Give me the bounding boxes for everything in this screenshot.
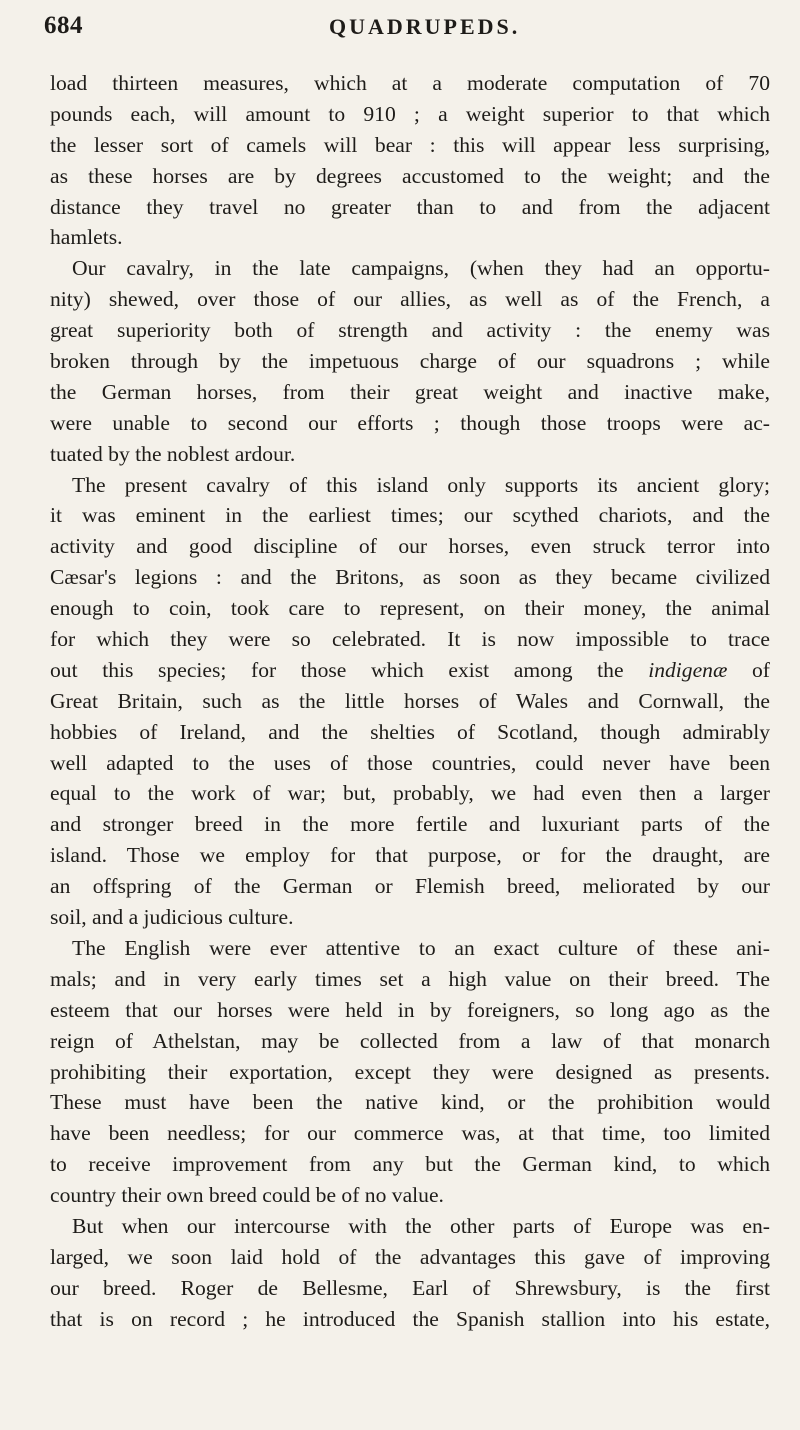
text-line: great superiority both of strength and activity : the enemy was bbox=[50, 318, 770, 343]
text-line: load thirteen measures, which at a moderate computation of 70 bbox=[50, 71, 770, 95]
text-line: enough to coin, took care to represent, on their money, the animal bbox=[50, 596, 770, 621]
text-line: tuated by the noblest ardour. bbox=[50, 441, 296, 466]
text-line: country their own breed could be of no value. bbox=[50, 1183, 444, 1208]
text-segment: out this species; for those which exist among the bbox=[50, 657, 624, 682]
text-line: the German horses, from their great weight and inactive make, bbox=[50, 379, 770, 404]
text-line: reign of Athelstan, may be collected from a law of that monarch bbox=[50, 1028, 770, 1053]
text-line: broken through by the impetuous charge of our squadrons ; while bbox=[50, 349, 770, 374]
text-line: mals; and in very early times set a high value on their breed. The bbox=[50, 966, 770, 991]
text-line-with-italic bbox=[50, 655, 770, 686]
text-line: the lesser sort of camels will bear : this will appear less surprising, bbox=[50, 132, 770, 157]
text-line: Cæsar's legions : and the Britons, as soon as they became civilized bbox=[50, 565, 770, 590]
text-line: were unable to second our efforts ; though those troops were ac- bbox=[50, 410, 770, 435]
text-line: have been needless; for our commerce was, at that time, too limited bbox=[50, 1121, 770, 1146]
text-line: These must have been the native kind, or the prohibition would bbox=[50, 1090, 770, 1115]
text-line: prohibiting their exportation, except they were designed as presents. bbox=[50, 1059, 770, 1084]
text-line: The present cavalry of this island only supports its ancient glory; bbox=[72, 472, 770, 497]
text-line: pounds each, will amount to 910 ; a weight superior to that which bbox=[50, 101, 770, 126]
text-line: an offspring of the German or Flemish breed, meliorated by our bbox=[50, 874, 770, 899]
text-line: But when our intercourse with the other parts of Europe was en- bbox=[72, 1213, 770, 1238]
text-line: activity and good discipline of our horses, even struck terror into bbox=[50, 534, 770, 559]
text-line: for which they were so celebrated. It is now impossible to trace bbox=[50, 627, 770, 652]
body-text bbox=[50, 68, 770, 1335]
text-line: soil, and a judicious culture. bbox=[50, 905, 294, 930]
text-line: nity) shewed, over those of our allies, as well as of the French, a bbox=[50, 287, 770, 312]
text-line: esteem that our horses were held in by foreigners, so long ago as the bbox=[50, 997, 770, 1022]
text-line: well adapted to the uses of those countries, could never have been bbox=[50, 750, 770, 775]
text-line: as these horses are by degrees accustomed to the weight; and the bbox=[50, 163, 770, 188]
text-line: that is on record ; he introduced the Spanish stallion into his estate, bbox=[50, 1306, 770, 1331]
running-title: QUADRUPEDS. bbox=[329, 14, 521, 39]
text-line: larged, we soon laid hold of the advantages this gave of improving bbox=[50, 1244, 770, 1269]
text-line: The English were ever attentive to an exact culture of these ani- bbox=[72, 935, 770, 960]
text-line: and stronger breed in the more fertile and luxuriant parts of the bbox=[50, 812, 770, 837]
text-line: Great Britain, such as the little horses of Wales and Cornwall, the bbox=[50, 688, 770, 713]
text-line: it was eminent in the earliest times; our scythed chariots, and the bbox=[50, 503, 770, 528]
text-line: hamlets. bbox=[50, 225, 123, 250]
text-line: hobbies of Ireland, and the shelties of Scotland, though admirably bbox=[50, 719, 770, 744]
italic-term: indigenæ bbox=[648, 657, 728, 682]
running-head bbox=[44, 12, 762, 46]
text-line: equal to the work of war; but, probably, we had even then a larger bbox=[50, 781, 770, 806]
text-segment: of bbox=[727, 657, 770, 682]
page-number: 684 bbox=[44, 12, 83, 39]
text-line: to receive improvement from any but the German kind, to which bbox=[50, 1152, 770, 1177]
text-line: Our cavalry, in the late campaigns, (when they had an opportu- bbox=[72, 256, 770, 281]
text-line: our breed. Roger de Bellesme, Earl of Shrewsbury, is the first bbox=[50, 1275, 770, 1300]
text-line: island. Those we employ for that purpose, or for the draught, are bbox=[50, 843, 770, 868]
text-line: distance they travel no greater than to and from the adjacent bbox=[50, 194, 770, 219]
